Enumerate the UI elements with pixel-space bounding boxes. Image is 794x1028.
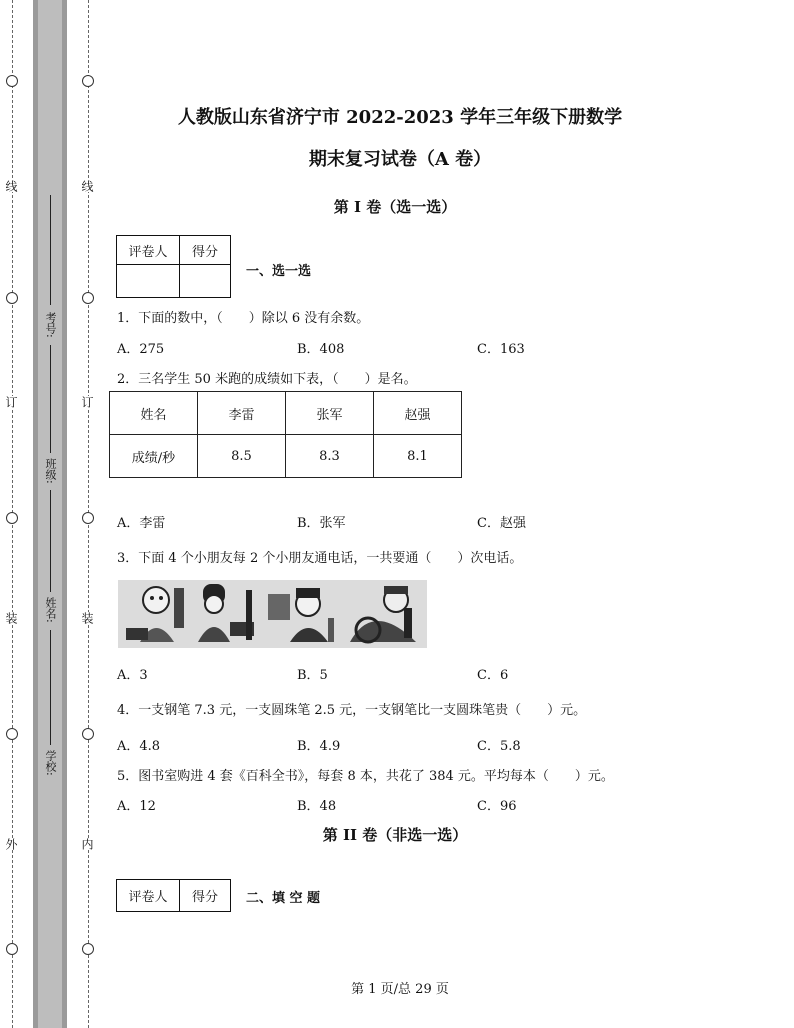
option-c: C．96	[477, 799, 517, 814]
name-line	[50, 490, 51, 592]
margin-char-ding: 订	[4, 396, 18, 408]
option-c: C．5.8	[477, 739, 521, 754]
part2-heading: 第 II 卷（非选一选）	[322, 826, 468, 844]
binding-hole-icon	[6, 292, 18, 304]
question-3: 3．下面 4 个小朋友每 2 个小朋友通电话，一共要通（ ）次电话。	[117, 551, 523, 566]
score-label: 得分	[180, 236, 231, 265]
option-a: A．4.8	[117, 739, 161, 754]
option-b: B．张军	[297, 516, 346, 531]
option-a: A．3	[117, 668, 148, 683]
option-b: B．408	[297, 342, 345, 357]
children-phone-icon	[118, 580, 427, 648]
table-cell: 赵强	[374, 392, 462, 435]
table-header-row	[110, 392, 462, 435]
margin-char-xian: 线	[4, 180, 18, 192]
margin-char-zhuang: 装	[4, 612, 18, 624]
score-box	[116, 235, 231, 298]
margin-char-wai: 外	[4, 838, 18, 850]
part1-heading: 第 I 卷（选一选）	[333, 198, 457, 216]
option-a: A．李雷	[117, 516, 166, 531]
option-a: A．275	[117, 342, 165, 357]
margin-char-zhuang: 装	[80, 612, 94, 624]
table-cell: 成绩/秒	[110, 435, 198, 478]
question-4: 4．一支钢笔 7.3 元，一支圆珠笔 2.5 元，一支钢笔比一支圆珠笔贵（ ）元。	[117, 703, 587, 718]
table-cell: 张军	[286, 392, 374, 435]
binding-hole-icon	[6, 512, 18, 524]
exam-number-line	[50, 195, 51, 305]
section-title: 一、选一选	[246, 264, 312, 279]
binding-hole-icon	[6, 728, 18, 740]
results-table	[109, 391, 462, 478]
grader-label: 评卷人	[117, 880, 180, 912]
grader-cell	[117, 265, 180, 298]
section-title: 二、填 空 题	[246, 891, 321, 906]
exam-number-label: 考号:	[44, 312, 57, 338]
binding-hole-icon	[6, 943, 18, 955]
option-c: C．赵强	[477, 516, 526, 531]
binding-hole-icon	[82, 943, 94, 955]
school-label: 学校:	[44, 750, 57, 776]
question-2: 2．三名学生 50 米跑的成绩如下表，（ ）是名。	[117, 372, 417, 387]
question-1: 1．下面的数中，（ ）除以 6 没有余数。	[117, 311, 370, 326]
binding-hole-icon	[6, 75, 18, 87]
document-title-line2: 期末复习试卷（A 卷）	[308, 149, 492, 170]
class-label: 班级:	[44, 458, 57, 484]
binding-hole-icon	[82, 75, 94, 87]
binding-hole-icon	[82, 728, 94, 740]
table-cell: 8.3	[286, 435, 374, 478]
table-cell: 李雷	[198, 392, 286, 435]
option-b: B．48	[297, 799, 337, 814]
option-b: B．4.9	[297, 739, 341, 754]
option-b: B．5	[297, 668, 328, 683]
class-line	[50, 345, 51, 453]
binding-hole-icon	[82, 512, 94, 524]
table-cell: 姓名	[110, 392, 198, 435]
question-5: 5．图书室购进 4 套《百科全书》，每套 8 本，共花了 384 元。平均每本（ ）元。	[117, 769, 614, 784]
score-cell	[180, 265, 231, 298]
table-cell: 8.5	[198, 435, 286, 478]
option-c: C．163	[477, 342, 525, 357]
children-phone-illustration	[118, 580, 427, 648]
option-c: C．6	[477, 668, 509, 683]
option-a: A．12	[117, 799, 156, 814]
score-box	[116, 879, 231, 912]
grader-label: 评卷人	[117, 236, 180, 265]
document-title-line1: 人教版山东省济宁市 2022-2023 学年三年级下册数学	[177, 107, 623, 128]
score-label: 得分	[180, 880, 231, 912]
table-row	[110, 435, 462, 478]
name-label: 姓名:	[44, 597, 57, 623]
school-line	[50, 630, 51, 745]
margin-char-nei: 内	[80, 838, 94, 850]
table-cell: 8.1	[374, 435, 462, 478]
binding-hole-icon	[82, 292, 94, 304]
page-footer: 第 1 页/总 29 页	[351, 982, 449, 997]
margin-char-ding: 订	[80, 396, 94, 408]
margin-char-xian: 线	[80, 180, 94, 192]
